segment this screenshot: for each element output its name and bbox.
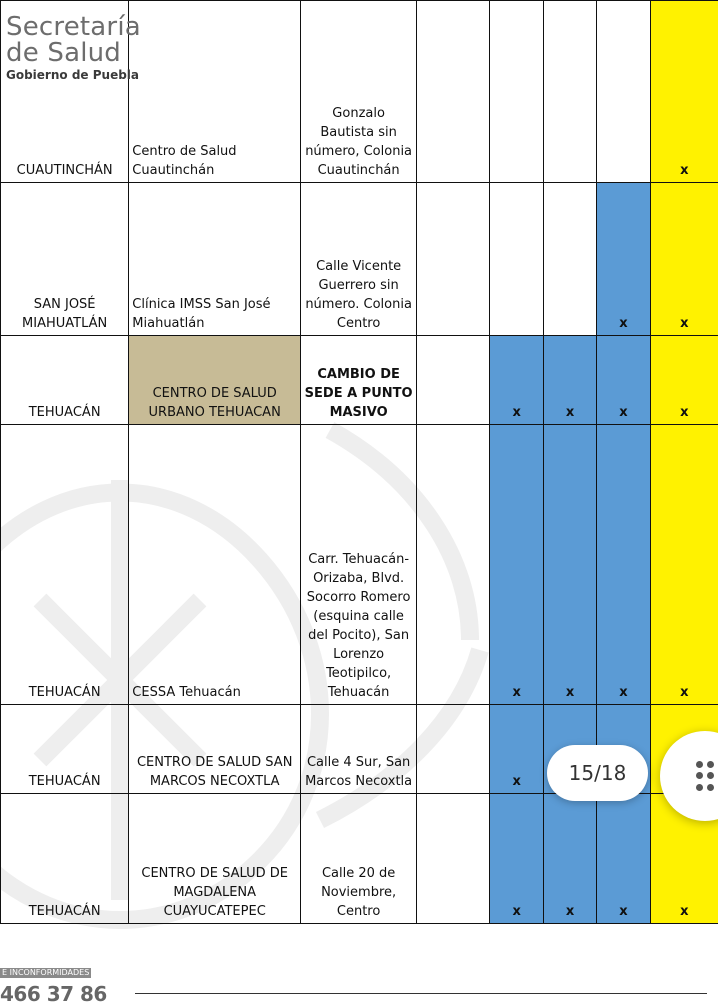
cell-direccion: Calle 4 Sur, San Marcos Necoxtla [301, 705, 417, 794]
cell-mark-4: x [650, 425, 718, 705]
cell-mark-2 [543, 183, 596, 336]
cell-unidad: CENTRO DE SALUD DE MAGDALENA CUAYUCATEPEC [129, 794, 301, 924]
cell-mark-1 [490, 1, 543, 183]
cell-mark-1: x [490, 336, 543, 425]
logo-line-1: Secretaría [6, 14, 141, 40]
cell-mark-1: x [490, 425, 543, 705]
table-row [1, 336, 718, 425]
cell-municipio: TEHUACÁN [1, 336, 129, 425]
cell-mark-3: x [597, 183, 650, 336]
cell-mark-2: x [543, 425, 596, 705]
cell-unidad: Clínica IMSS San José Miahuatlán [129, 183, 301, 336]
cell-municipio: TEHUACÁN [1, 425, 129, 705]
cell-blank [417, 183, 490, 336]
cell-mark-4: x [650, 336, 718, 425]
cell-mark-4: x [650, 183, 718, 336]
logo-subtitle: Gobierno de Puebla [6, 68, 141, 82]
cell-municipio: TEHUACÁN [1, 705, 129, 794]
cell-mark-2: x [543, 794, 596, 924]
cell-municipio: TEHUACÁN [1, 794, 129, 924]
drag-handle-icon [696, 761, 718, 791]
cell-mark-3: x [597, 425, 650, 705]
cell-mark-4: x [650, 1, 718, 183]
cell-direccion: Carr. Tehuacán-Orizaba, Blvd. Socorro Romero (esquina calle del Pocito), San Lorenzo Teotipilco, Tehuacán [301, 425, 417, 705]
table-row [1, 183, 718, 336]
cell-blank [417, 425, 490, 705]
cell-direccion: Calle 20 de Noviembre, Centro [301, 794, 417, 924]
cell-mark-2 [543, 1, 596, 183]
cell-unidad: Centro de Salud Cuautinchán [129, 1, 301, 183]
page-indicator: 15/18 [547, 745, 648, 801]
footer-divider [135, 993, 707, 994]
cell-direccion: Gonzalo Bautista sin número, Colonia Cuautinchán [301, 1, 417, 183]
footer-phone: 466 37 86 [0, 982, 107, 1006]
cell-mark-4: x [650, 794, 718, 924]
cell-blank [417, 794, 490, 924]
cell-mark-3 [597, 1, 650, 183]
secretaria-salud-logo [6, 14, 141, 82]
cell-unidad: CESSA Tehuacán [129, 425, 301, 705]
cell-direccion: CAMBIO DE SEDE A PUNTO MASIVO [301, 336, 417, 425]
cell-mark-1: x [490, 794, 543, 924]
cell-mark-3: x [597, 336, 650, 425]
cell-municipio: CUAUTINCHÁN [1, 1, 129, 183]
table-row [1, 794, 718, 924]
cell-mark-2: x [543, 336, 596, 425]
cell-unidad: CENTRO DE SALUD SAN MARCOS NECOXTLA [129, 705, 301, 794]
cell-blank [417, 336, 490, 425]
cell-mark-1 [490, 183, 543, 336]
cell-blank [417, 1, 490, 183]
cell-mark-1: x [490, 705, 543, 794]
table-row [1, 425, 718, 705]
cell-mark-3: x [597, 794, 650, 924]
cell-municipio: SAN JOSÉ MIAHUATLÁN [1, 183, 129, 336]
cell-unidad: CENTRO DE SALUD URBANO TEHUACAN [129, 336, 301, 425]
logo-line-2: de Salud [6, 40, 141, 66]
cell-blank [417, 705, 490, 794]
cell-direccion: Calle Vicente Guerrero sin número. Colonia Centro [301, 183, 417, 336]
footer-inconformidades-label: E INCONFORMIDADES [0, 968, 91, 978]
